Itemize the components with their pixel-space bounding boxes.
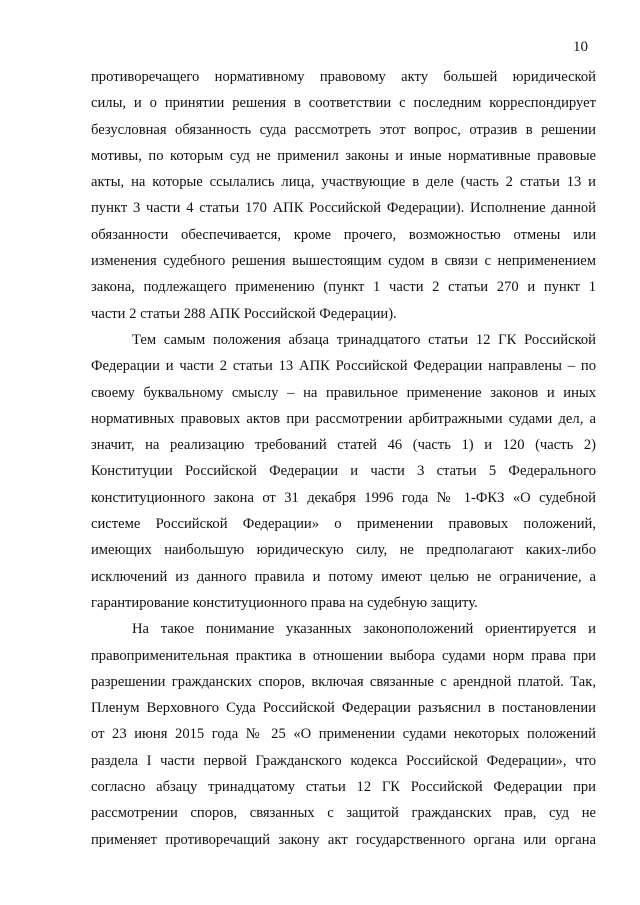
text-line: противоречащего нормативному правовому акту большей юридической <box>91 69 596 85</box>
text-line: своему буквальному смыслу – на правильное применение законов и иных <box>91 384 596 401</box>
text-line: изменения судебного решения вышестоящим судом в связи с неприменением <box>91 253 596 270</box>
text-line: согласно абзацу тринадцатому статьи 12 ГК Российской Федерации при <box>91 779 596 796</box>
text-line: На такое понимание указанных законоположений ориентируется и <box>132 621 596 638</box>
text-line: Федерации и части 2 статьи 13 АПК Российской Федерации направлены – по <box>91 358 596 375</box>
text-line: акты, на которые ссылались лица, участвующие в деле (часть 2 статьи 13 и <box>91 174 596 191</box>
text-line: обязанности обеспечивается, кроме прочего, возможностью отмены или <box>91 226 596 243</box>
text-line: от 23 июня 2015 года № 25 «О применении судами некоторых положений <box>91 726 596 743</box>
text-line: безусловная обязанность суда рассмотреть этот вопрос, отразив в решении <box>91 121 596 138</box>
text-line: имеющих наибольшую юридическую силу, не предполагают каких-либо <box>91 542 596 559</box>
text-line: исключений из данного правила и потому имеют целью не ограничение, а <box>91 568 596 585</box>
text-line: силы, и о принятии решения в соответствии с последним корреспондирует <box>91 95 596 112</box>
paragraph-1 <box>91 64 596 327</box>
text-line: конституционного закона от 31 декабря 1996 года № 1-ФКЗ «О судебной <box>91 489 596 506</box>
text-line: закона, подлежащего применению (пункт 1 части 2 статьи 270 и пункт 1 <box>91 279 596 296</box>
text-line: рассмотрении споров, связанных с защитой гражданских прав, суд не <box>91 805 596 822</box>
text-line: части 2 статьи 288 АПК Российской Федерации). <box>91 305 397 322</box>
text-line: системе Российской Федерации» о применении правовых положений, <box>91 516 596 533</box>
paragraph-2 <box>91 327 596 616</box>
text-line: применяет противоречащий закону акт государственного органа или органа <box>91 831 596 848</box>
text-line: правоприменительная практика в отношении выбора судами норм права при <box>91 647 596 664</box>
text-line: разрешении гражданских споров, включая связанные с арендной платой. Так, <box>91 673 596 690</box>
document-body <box>91 64 596 853</box>
text-line: мотивы, по которым суд не применил законы и иные нормативные правовые <box>91 147 596 164</box>
text-line: нормативных правовых актов при рассмотрении арбитражными судами дел, а <box>91 410 596 427</box>
text-line: Пленум Верховного Суда Российской Федерации разъяснил в постановлении <box>91 700 596 717</box>
text-line: Тем самым положения абзаца тринадцатого статьи 12 ГК Российской <box>132 331 596 348</box>
text-line: Конституции Российской Федерации и части 3 статьи 5 Федерального <box>91 463 596 480</box>
text-line: значит, на реализацию требований статей 46 (часть 1) и 120 (часть 2) <box>91 437 596 454</box>
paragraph-3 <box>91 616 596 853</box>
page-number: 10 <box>573 39 588 55</box>
text-line: пункт 3 части 4 статьи 170 АПК Российской Федерации). Исполнение данной <box>91 200 596 217</box>
text-line: раздела I части первой Гражданского кодекса Российской Федерации», что <box>91 752 596 769</box>
text-line: гарантирование конституционного права на судебную защиту. <box>91 594 478 611</box>
